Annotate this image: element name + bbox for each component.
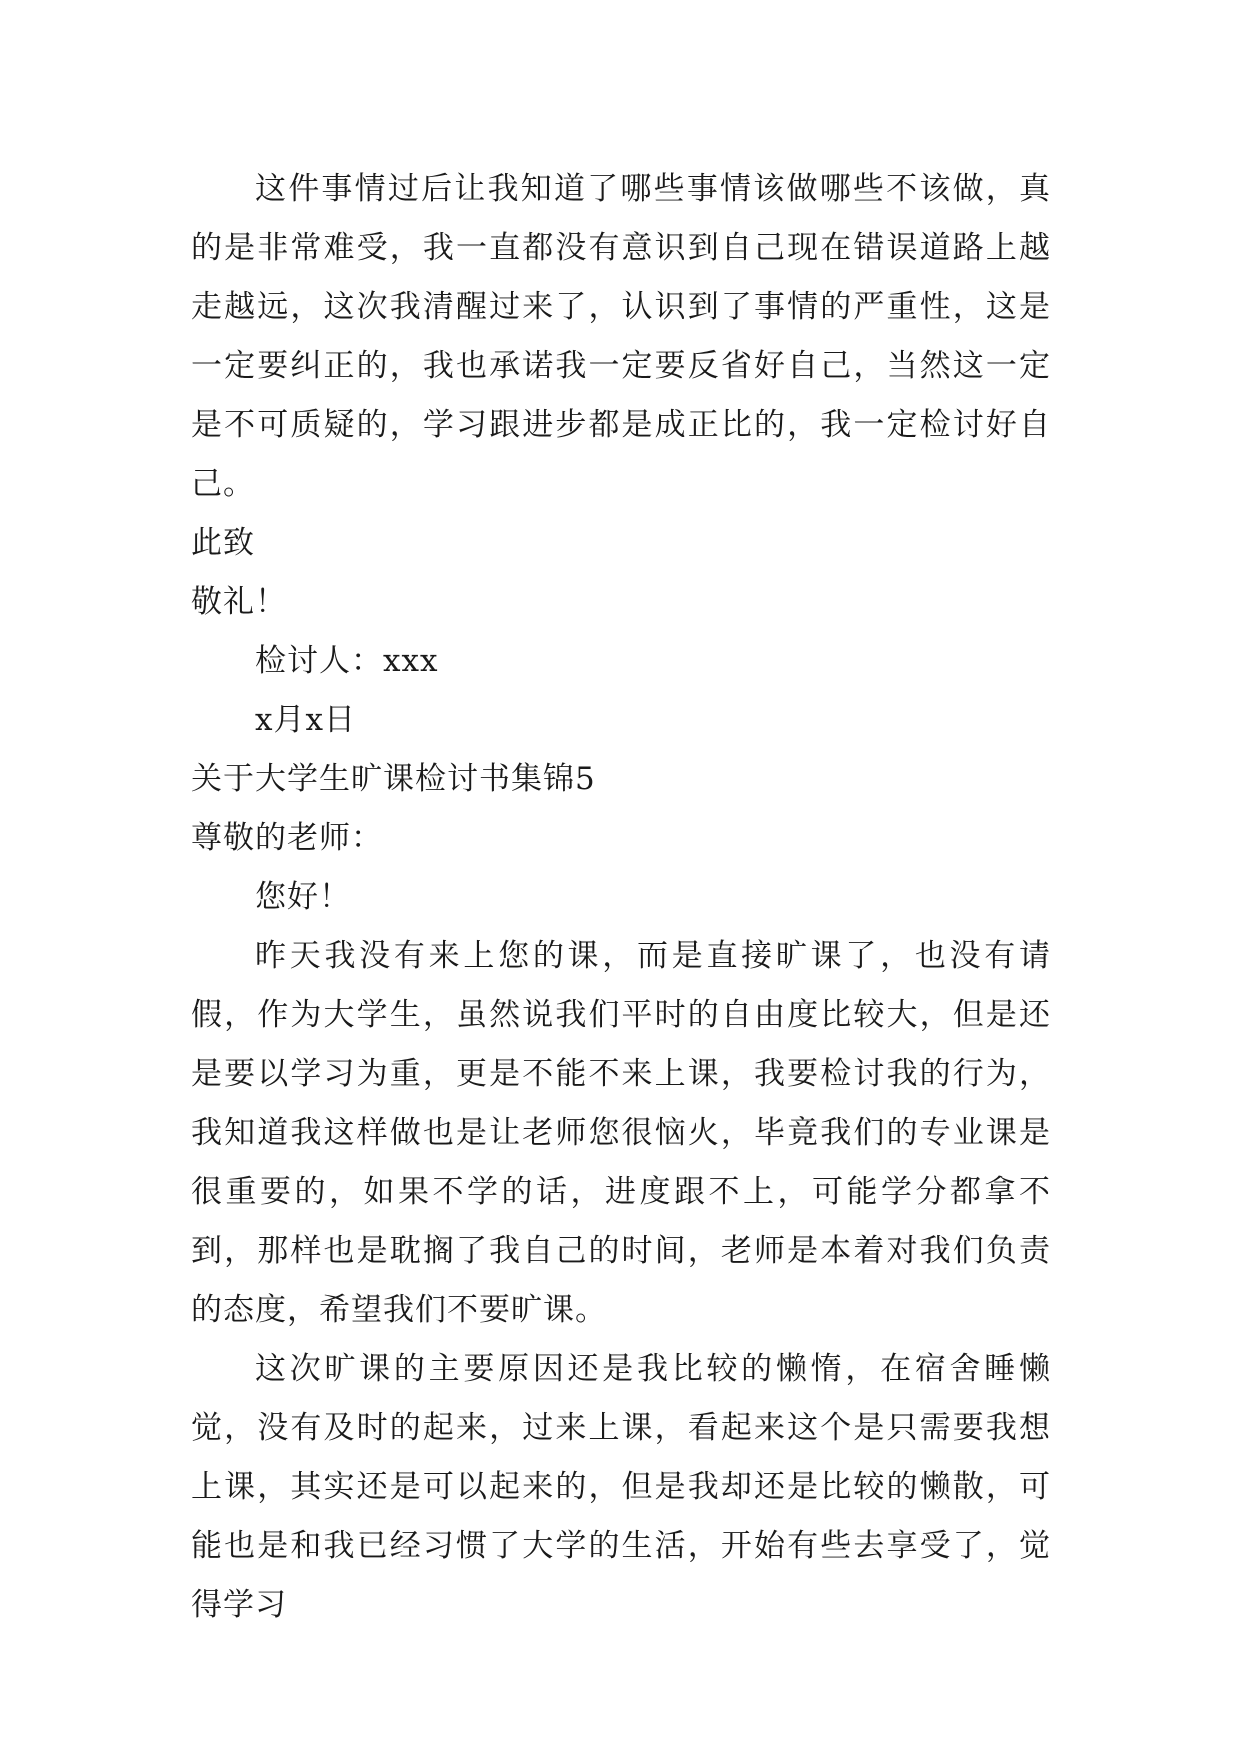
paragraph-reason: 这次旷课的主要原因还是我比较的懒惰，在宿舍睡懒觉，没有及时的起来，过来上课，看起来这个是只需要我想上课，其实还是可以起来的，但是我却还是比较的懒散，可能也是和我已经习惯了大学的生活，开始有些去享受了，觉得学习	[191, 1351, 1051, 1623]
document-body	[191, 160, 1051, 1635]
paragraph-absence: 昨天我没有来上您的课，而是直接旷课了，也没有请假，作为大学生，虽然说我们平时的自由度比较大，但是还是要以学习为重，更是不能不来上课，我要检讨我的行为，我知道我这样做也是让老师您很恼火，毕竟我们的专业课是很重要的，如果不学的话，进度跟不上，可能学分都拿不到，那样也是耽搁了我自己的时间，老师是本着对我们负责的态度，希望我们不要旷课。	[191, 938, 1051, 1328]
date-line: x月x日	[255, 702, 356, 738]
section-title: 关于大学生旷课检讨书集锦5	[191, 761, 596, 797]
salutation: 尊敬的老师：	[191, 820, 383, 856]
signer-line: 检讨人：xxx	[255, 643, 439, 679]
closing-line-1: 此致	[191, 525, 255, 561]
greeting: 您好！	[255, 879, 351, 915]
closing-line-2: 敬礼！	[191, 584, 287, 620]
paragraph-reflection: 这件事情过后让我知道了哪些事情该做哪些不该做，真的是非常难受，我一直都没有意识到自己现在错误道路上越走越远，这次我清醒过来了，认识到了事情的严重性，这是一定要纠正的，我也承诺我一定要反省好自己，当然这一定是不可质疑的，学习跟进步都是成正比的，我一定检讨好自己。	[191, 171, 1051, 502]
